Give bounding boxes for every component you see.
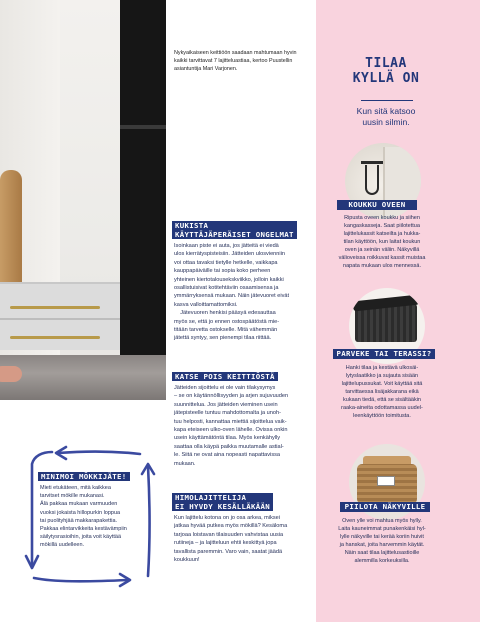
tip-heading-piilota: PIILOTA NÄKYVILLE [340, 502, 430, 512]
body-line: ymmärryksensä mukaan. Näin jätevuoret eivät [174, 293, 290, 300]
body-line: tai puolityhjää makkarapakettia. [40, 517, 118, 524]
heading-line: HIMOLAJITTELIJA [175, 493, 247, 502]
body-line: koukkuun! [174, 557, 200, 564]
tip-line: alemmilla korkeuksilla. [354, 558, 410, 564]
heading-line: EI HYVDY KESÄLLÄKÄÄN [175, 502, 270, 511]
label-tag [377, 476, 395, 486]
body-line: tarvitset mökille mukanasi. [40, 493, 105, 500]
tip-line: leenkäyttöön toimitusta. [353, 413, 411, 419]
minimoi-body [40, 484, 150, 550]
body-line: Pakkaa elintarvikkeita kestävämpiin [40, 526, 127, 533]
heading-line: KATSE POIS KEITTIÖSTÄ [175, 372, 275, 381]
body-line: Mieti etukäteen, mitä kaikkea [40, 485, 111, 491]
minimoi-heading [38, 472, 130, 481]
tip-line: kangaskasseja. Saat piilotettua [344, 223, 420, 229]
drawer-handle [10, 306, 100, 309]
body-line: le. Siitä ne ovat aina nopeasti napattavissa [174, 452, 281, 459]
tip-line: tilan käyttöön, kun laitat koukun [343, 239, 421, 245]
tip-heading-parveke: PARVEKE TAI TERASSI? [333, 349, 435, 359]
kitchen-photo [0, 0, 166, 400]
tilaa-title [336, 56, 436, 86]
heading-line: KUKISTA [175, 221, 209, 230]
title-line: KYLLÄ ON [352, 71, 420, 86]
body-line: jätepisteelle tuntuu mahdottomalta ja unoh- [174, 410, 281, 417]
hook-icon [365, 165, 379, 195]
body-line: kapa eteiseen ulko-oven lähelle. Ovissa onkin [174, 427, 288, 434]
body-line: Kun lajittelu kotona on jo osa arkea, miksei [174, 515, 281, 521]
body-line: usein käyttämätöntä tilaa. Myös kenkähylly [174, 435, 281, 442]
heading-line: MINIMOI MÖKKIJÄTE! [41, 472, 127, 481]
cabinet-seam [120, 125, 166, 129]
body-line: mukaan. [174, 460, 196, 467]
tip-line: lajittelupussukat. Voit käyttää sitä [341, 381, 423, 387]
hook-bar [361, 161, 383, 164]
body-line: yhteinen kiertotalousekskviikko, jolloin kaikki [174, 276, 284, 283]
drawer-handle [10, 336, 100, 339]
body-line: tarjoaa loistavan tilaisuuden vahvistaa uusia [174, 531, 284, 538]
tip-line: Laita kauneimmat punakenkäisi hyl- [338, 526, 426, 532]
body-line: säilytysrasioihin, joita voit käyttää [40, 534, 122, 541]
body-line: myös se, että jo ennen ostospäätöstä mie- [174, 318, 280, 325]
subtitle-line: Kun sitä katsoo [356, 106, 416, 116]
body-line: Jätevuoren henkisi pääsyä edesauttaa [174, 310, 276, 317]
tip-body-parveke [318, 364, 446, 420]
body-line: jatkaa hyvää putkea myös mökillä? Kesäloma [174, 523, 288, 530]
body-line: voi ottaa tavaksi tietylle hetkelle, vaikkapa [174, 259, 278, 266]
body-line: tavallista paremmin. Varo vain, saatat jäädä [174, 548, 283, 555]
tilaa-subtitle [330, 106, 442, 127]
body-line: osallistuisivat kotitehtäviin osaamisensa ja [174, 285, 279, 292]
tip-line: ja hanskat, joita harvemmin käytät. [339, 542, 425, 548]
tip-line: Hanki tilaa ja kestävä ulkosäi- [345, 365, 419, 371]
tip-body-koukku [318, 214, 446, 270]
title-line: TILAA [365, 56, 407, 71]
tip-line: Oven ylle voi mahtua myös hylly. [342, 518, 422, 524]
katse-body [174, 384, 314, 468]
tall-cabinet [120, 0, 166, 360]
body-line: rutiineja – ja lajitteluun ehtii keskittyä jopa [174, 540, 277, 547]
body-line: – se on käytännöllisyyden ja arjen sujuvuuden [174, 393, 289, 400]
drawer-seam [0, 318, 120, 320]
intro-caption: Nykyaikaiseen keittiöön saadaan mahtumaan hyvin kaikki tarvittavat 7 lajitteluastiaa, kertoo Puustellin asiantuntija Mari Varjonen. [174, 50, 297, 72]
tip-line: lytyslaatikko ja sujauta sisään [345, 373, 419, 379]
himo-body [174, 514, 314, 564]
drawer-unit [0, 282, 120, 350]
kukista-heading [172, 221, 297, 239]
tip-body-piilota [318, 517, 446, 565]
body-line: jätettä syntyy, sen pienempi tilaa riittää. [174, 335, 272, 342]
subtitle-line: uusin silmin. [362, 116, 410, 127]
body-line: suunnittelua. Jos jätteiden vieminen usein [174, 401, 278, 408]
body-line: saattaa olla käypä paikka muutamalle astial- [174, 443, 284, 450]
tip-line: raaka-aineita odottamassa uudel- [341, 405, 423, 411]
body-line: kauppapäiväille tai sopia koko perheen [174, 268, 271, 275]
body-line: vuoksi jokaista hillopurkin loppua [40, 509, 121, 516]
heading-line: KÄYTTÄJÄPERÄISET ONGELMAT [175, 230, 294, 239]
kukista-body [174, 242, 314, 343]
himo-heading [172, 493, 273, 511]
hand [0, 366, 22, 382]
body-line: Jätteiden sijoittelu ei ole vain tilakysymys [174, 385, 276, 391]
tip-heading-koukku: KOUKKU OVEEN [337, 200, 417, 210]
katse-heading [172, 372, 278, 381]
tip-line: oven ja seinän väliin. Näkyvillä [344, 247, 420, 253]
body-line: titään tarvetta ostokselle. Mitä vähemmän [174, 327, 278, 334]
tip-line: Ripusta oveen koukku ja siihen [344, 215, 420, 221]
tip-line: lylle näkyville tai kerää koriin huivit [340, 534, 424, 540]
body-line: Älä pakkaa mukaan varmuuden [40, 501, 118, 508]
tip-line: tarvittaessa lisäjakkarana eikä [345, 389, 419, 395]
tip-line: lajittelukassit katseilta ja hukka- [343, 231, 421, 237]
tip-line: napata mukaan ulos mennessä. [343, 263, 421, 269]
body-line: ulos kierrätyspisteisiin. Jätteiden ulosvienniin [174, 251, 285, 258]
countertop [0, 355, 166, 400]
body-line: kasva valloittamattomiksi. [174, 301, 238, 308]
tip-line: välioveissa roikkuvat kassit muistaa [338, 255, 426, 261]
body-line: mökillä uudelleen. [40, 542, 85, 549]
title-divider [361, 100, 413, 101]
tip-line: Näin saat tilaa lajittelusastioille [344, 550, 420, 556]
body-line: Isoinkaan piste ei auta, jos jätteitä ei viedä [174, 243, 279, 249]
body-line: tuu helposti, kannattaa miettiä sijoittelua vaik- [174, 418, 287, 425]
tip-line: kukaan tiedä, että se sisältääkin [343, 397, 421, 403]
